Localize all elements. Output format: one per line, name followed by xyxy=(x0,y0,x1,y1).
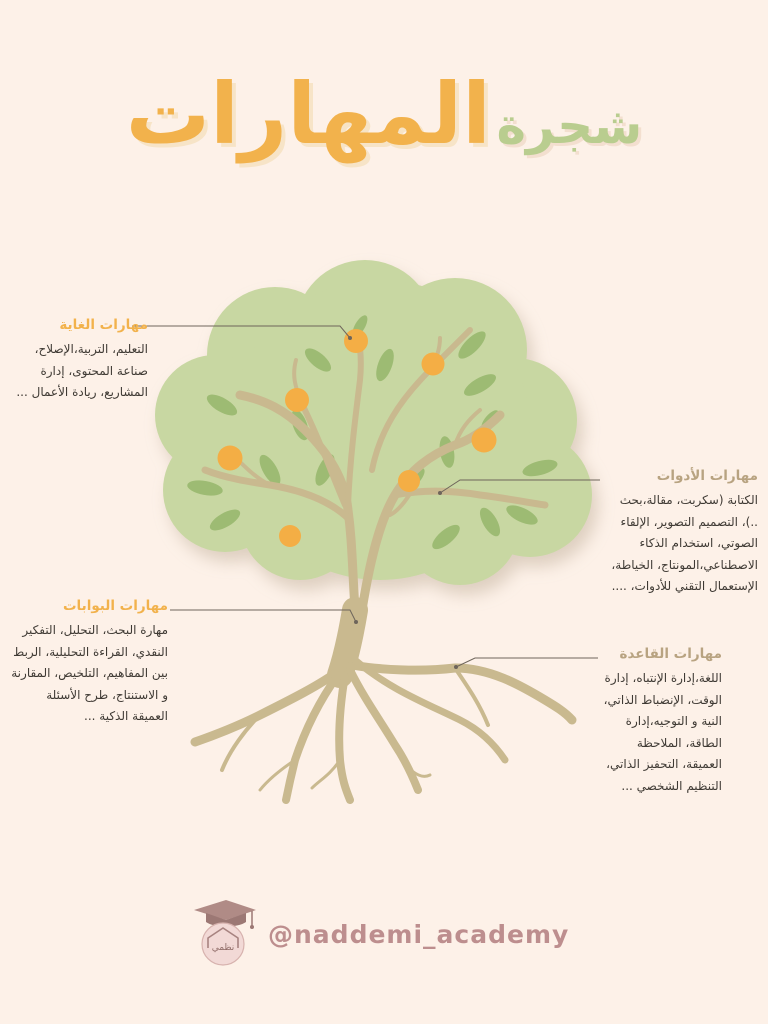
leader-dot-gates xyxy=(354,620,358,624)
svg-text:نظمي: نظمي xyxy=(211,943,235,953)
section-gates-heading: مهارات البوابات xyxy=(62,598,168,614)
house-logo-icon xyxy=(190,898,260,970)
title-word-skills: المهارات xyxy=(125,65,491,163)
section-tools-body: الكتابة (سكربت، مقالة،بحث ..)، التصميم التصوير، الإلقاء الصوتي، استخدام الذكاء الاصطناعي،المونتاج، الخياطة، الإستعمال التقني للأدوات، .... xyxy=(611,493,758,593)
section-goal-body: التعليم، التربية،الإصلاح، صناعة المحتوى، إدارة المشاريع، ريادة الأعمال ... xyxy=(16,342,148,399)
section-goal-heading: مهارات الغاية xyxy=(59,317,148,333)
social-handle: @naddemi_academy xyxy=(268,920,570,949)
leader-dot-tools xyxy=(438,491,442,495)
leader-dot-goal xyxy=(348,336,352,340)
title-word-tree: شجرة xyxy=(496,97,643,155)
section-goal-skills xyxy=(8,317,148,404)
section-tools-heading: مهارات الأدوات xyxy=(656,468,758,484)
section-base-body: اللغة،إدارة الإنتباه، إدارة الوقت، الإنضباط الذاتي، النية و التوجيه،إدارة الطاقة، الملاحظة العميقة، التحفيز الذاتي، التنظيم الشخصي ... xyxy=(603,671,722,793)
section-tools-skills xyxy=(604,468,758,598)
section-base-heading: مهارات القاعدة xyxy=(619,646,722,662)
section-base-skills xyxy=(598,646,722,797)
section-gates-body: مهارة البحث، التحليل، التفكير النقدي، القراءة التحليلية، الربط بين المفاهيم، التلخيص، المقارنة و الاستنتاج، طرح الأسئلة العميقة الذكية ... xyxy=(11,623,168,723)
section-gates-skills xyxy=(8,598,168,728)
leader-dot-base xyxy=(454,665,458,669)
